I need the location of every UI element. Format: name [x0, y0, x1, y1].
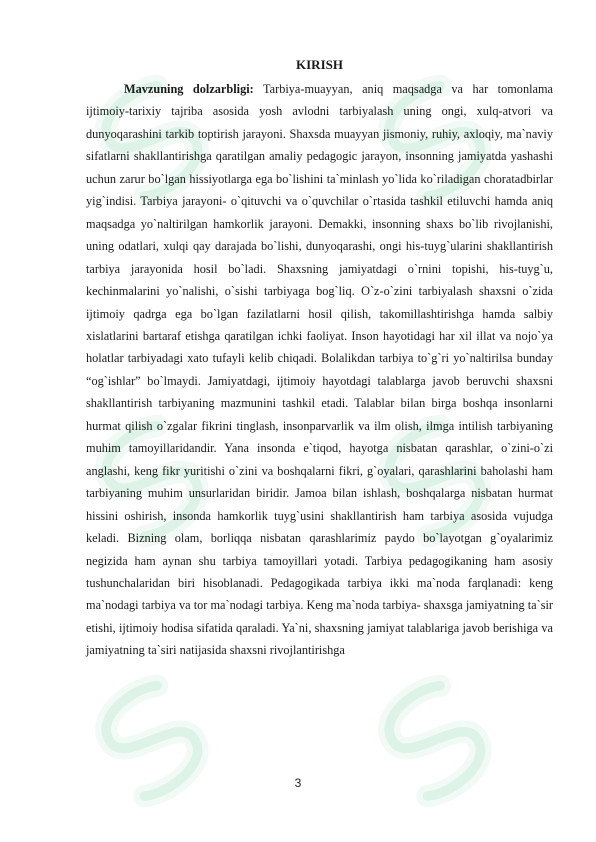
document-body [86, 56, 553, 662]
watermark-logo-icon [72, 660, 232, 820]
page-title: KIRISH [296, 57, 343, 72]
lead-term: Mavzuning dolzarbligi: [124, 82, 254, 96]
body-paragraph [86, 78, 553, 662]
page-number: 3 [294, 776, 302, 790]
watermark-logo-icon [355, 660, 515, 820]
paragraph-text: Tarbiya-muayyan, aniq maqsadga va har tomonlama ijtimoiy-tarixiy tajriba asosida yosh avlodni tarbiyalash uning ongi, xulq-atvori va dunyoqarashini tarkib toptirish jarayoni. Shaxsda muayyan jismoniy, ruhiy, axloqiy, ma`naviy sifatlarni shakllantirishga qaratilgan amaliy pedagogic jarayon, insonning jamiyatda yashashi uchun zarur bo`lgan hissiyotlarga ega bo`lishini ta`minlash yo`lida ko`riladigan choratadbirlar yig`indisi. Tarbiya jarayoni- o`qituvchi va o`quvchilar o`rtasida tashkil etiluvchi hamda aniq maqsadga yo`naltirilgan hamkorlik jarayoni. Demakki, insonning shaxs bo`lib rivojlanishi, uning odatlari, xulqi qay darajada bo`lishi, dunyoqarashi, ongi his-tuyg`ularini shakllantirish tarbiya jarayonida hosil bo`ladi. Shaxsning jamiyatdagi o`rnini topishi, his-tuyg`u, kechinmalarini yo`nalishi, o`sishi tarbiyaga bog`liq. O`z-o`zini tarbiyalash shaxsni o`zida ijtimoiy qadrga ega bo`lgan fazilatlarni hosil qilish, takomillashtirishga hamda salbiy xislatlarini bartaraf etishga qaratilgan ichki faoliyat. Inson hayotidagi har xil illat va nojo`ya holatlar tarbiyadagi xato tufayli kelib chiqadi. Bolalikdan tarbiya to`g`ri yo`naltirilsa bunday “og`ishlar” bo`lmaydi. Jamiyatdagi, ijtimoiy hayotdagi talablarga javob beruvchi shaxsni shakllantirish tarbiyaning mazmunini tashkil etadi. Talablar bilan birga boshqa insonlarni hurmat qilish o`zgalar fikrini tinglash, insonparvarlik va ilm olish, ilmga intilish tarbiyaning muhim tamoyillaridandir. Yana insonda e`tiqod, hayotga nisbatan qarashlar, o`zini-o`zi anglashi, keng fikr yuritishi o`zini va boshqalarni fikri, g`oyalari, qarashlarini baholashi ham tarbiyaning muhim unsurlaridan biridir. Jamoa bilan ishlash, boshqalarga nisbatan hurmat hissini oshirish, insonda hamkorlik tuyg`usini shakllantirish ham tarbiya asosida vujudga keladi. Bizning olam, borliqqa nisbatan qarashlarimiz paydo bo`layotgan g`oyalarimiz negizida ham aynan shu tarbiya tamoyillari yotadi. Tarbiya pedagogikaning ham asosiy tushunchalaridan biri hisoblanadi. Pedagogikada tarbiya ikki ma`noda farqlanadi: keng ma`nodagi tarbiya va tor ma`nodagi tarbiya. Keng ma`noda tarbiya- shaxsga jamiyatning ta`sir etishi, ijtimoiy hodisa sifatida qaraladi. Ya`ni, shaxsning jamiyat talablariga javob berishiga va jamiyatning ta`siri natijasida shaxsni rivojlantirishga [86, 82, 553, 658]
